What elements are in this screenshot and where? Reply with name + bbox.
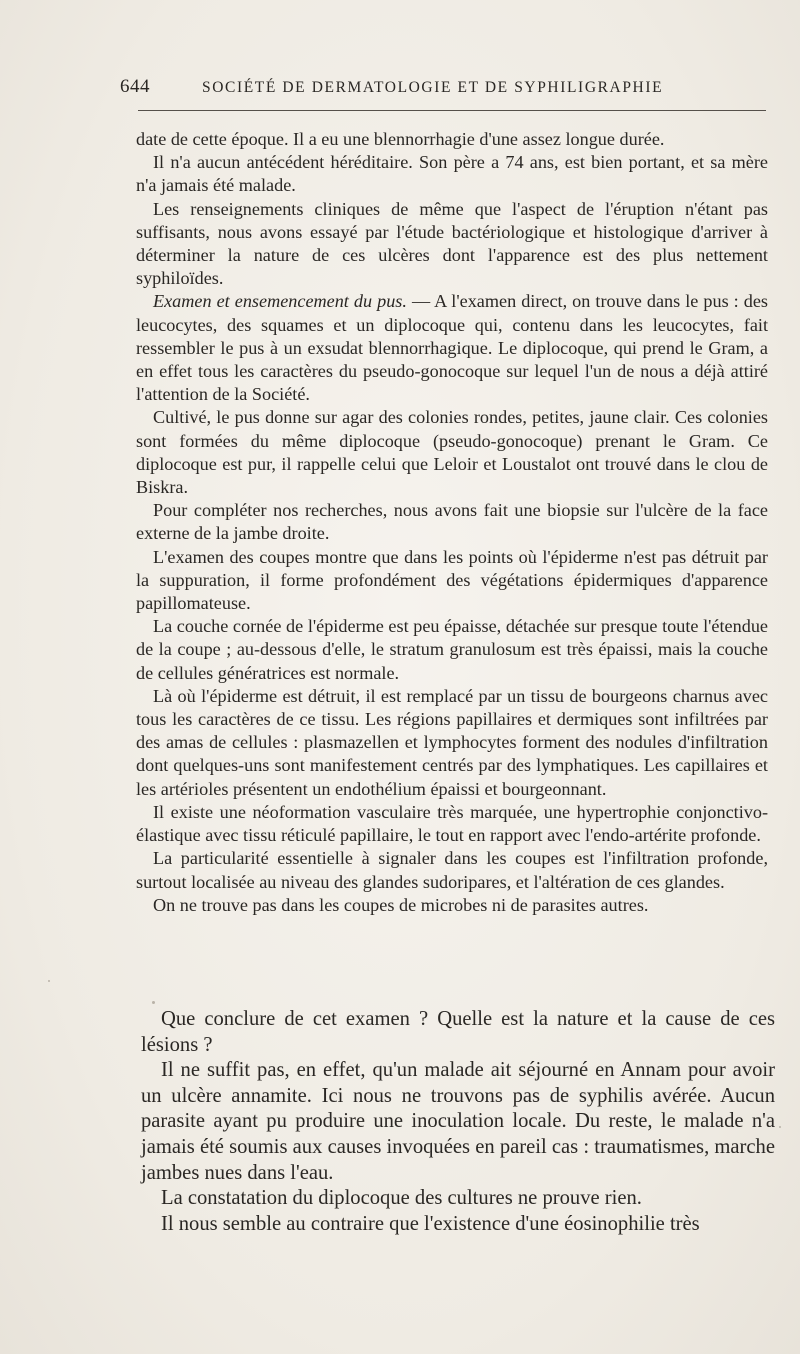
page-number: 644 [120, 76, 150, 97]
page-header [120, 76, 770, 102]
paragraph-annam: Il ne suffit pas, en effet, qu'un malade ait séjourné en Annam pour avoir un ulcère annamite. Ici nous ne trouvons pas de syphilis avérée. Aucun parasite ayant pu produire une inoculation locale. Du reste, le malade n'a jamais été soumis aux causes invoquées en pareil cas : traumatismes, marche jambes nues dans l'eau. [141, 1059, 775, 1184]
paragraph-heredity: Il n'a aucun antécédent héréditaire. Son père a 74 ans, est bien portant, et sa mère n'a jamais été malade. [136, 152, 768, 196]
paragraph-no-microbes: On ne trouve pas dans les coupes de microbes ni de parasites autres. [153, 894, 649, 915]
paragraph-continuation: date de cette époque. Il a eu une blennorrhagie d'une assez longue durée. [136, 129, 665, 149]
paragraph-clinical-info: Les renseignements cliniques de même que l'aspect de l'éruption n'étant pas suffisants, nous avons essayé par l'étude bactériologique et histologique d'arriver à déterminer la nature de ces ulcères dont l'apparence est des plus nettement syphiloïdes. [136, 198, 768, 289]
paragraph-destroyed-epidermis: Là où l'épiderme est détruit, il est remplacé par un tissu de bourgeons charnus avec tous les caractères de ce tissu. Les régions papillaires et dermiques sont infiltrées par des amas de cellules : plasmazellen et lymphocytes forment des nodules d'infiltration dont quelques-uns sont manifestement centrés par des lymphatiques. Les capillaires et les artérioles présentent un endothélium épaissi et bourgeonnant. [136, 685, 768, 799]
paragraph-eosinophilia: Il nous semble au contraire que l'existence d'une éosinophilie très [161, 1212, 700, 1235]
paragraph-diplococcus: La constatation du diplocoque des cultures ne prouve rien. [161, 1187, 642, 1210]
running-title: SOCIÉTÉ DE DERMATOLOGIE ET DE SYPHILIGRAPHIE [202, 79, 664, 96]
conclusion-text-block [141, 1007, 775, 1237]
paragraph-horny-layer: La couche cornée de l'épiderme est peu épaisse, détachée sur presque toute l'étendue de la coupe ; au-dessous d'elle, le stratum granulosum est très épaissi, mais la couche de cellules génératrices est normale. [136, 616, 768, 683]
paragraph-pus-examination [136, 290, 768, 406]
paragraph-text: — A l'examen direct, on trouve dans le pus : des leucocytes, des squames et un diplocoque qui, contenu dans les leucocytes, fait ressembler le pus à un exsudat blennorrhagique. Le diplocoque, qui prend le Gram, a en effet tous les caractères du pseudo-gonocoque sur lequel l'un de nous a déjà attiré l'attention de la Société. [136, 291, 768, 405]
paragraph-vascular: Il existe une néoformation vasculaire très marquée, une hypertrophie conjonctivo-élastique avec tissu réticulé papillaire, le tout en rapport avec l'endo-artérite profonde. [136, 801, 768, 846]
paragraph-sections-exam: L'examen des coupes montre que dans les points où l'épiderme n'est pas détruit par la suppuration, il forme profondément des végétations épidermiques d'apparence papillomateuse. [136, 546, 768, 614]
main-text-block [136, 128, 768, 917]
paper-speck [48, 980, 50, 982]
header-rule [138, 110, 766, 111]
paper-speck [152, 1001, 155, 1004]
paragraph-question: Que conclure de cet examen ? Quelle est la nature et la cause de ces lésions ? [141, 1008, 775, 1056]
paper-speck [779, 1126, 781, 1128]
italic-lead: Examen et ensemencement du pus. [153, 291, 407, 312]
paragraph-biopsy: Pour compléter nos recherches, nous avons fait une biopsie sur l'ulcère de la face externe de la jambe droite. [136, 500, 768, 544]
paragraph-infiltration: La particularité essentielle à signaler dans les coupes est l'infiltration profonde, surtout localisée au niveau des glandes sudoripares, et l'altération de ces glandes. [136, 848, 768, 892]
paragraph-culture: Cultivé, le pus donne sur agar des colonies rondes, petites, jaune clair. Ces colonies sont formées du même diplocoque (pseudo-gonocoque) prenant le Gram. Ce diplocoque est pur, il rappelle celui que Leloir et Loustalot ont trouvé dans le clou de Biskra. [136, 407, 768, 498]
